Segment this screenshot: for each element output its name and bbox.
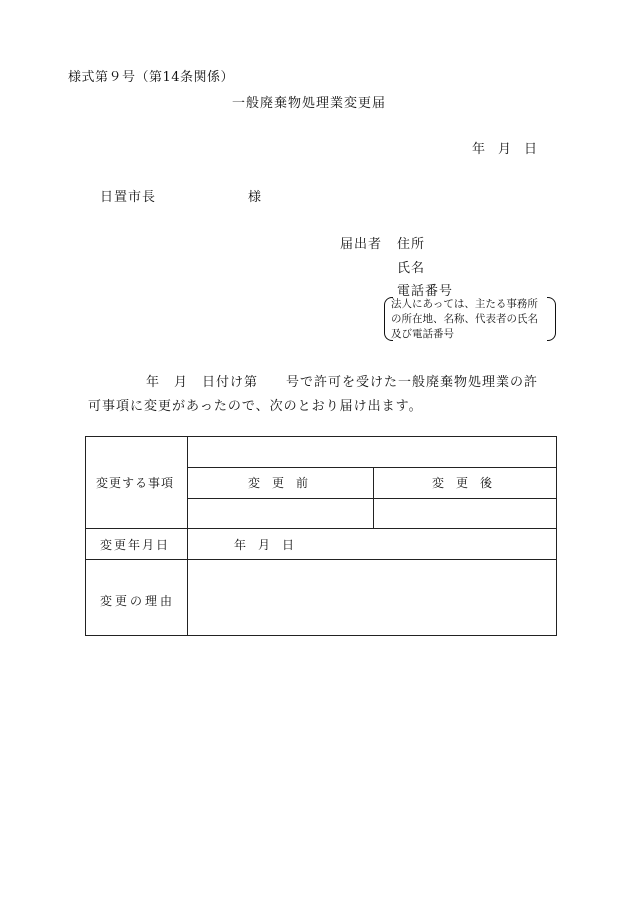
- change-table: [85, 436, 557, 636]
- notifier-label: 届出者: [340, 237, 383, 252]
- table-divider: [86, 528, 556, 529]
- corporate-note: [384, 297, 556, 341]
- name-label: 氏名: [397, 261, 426, 276]
- addressee-name: 日置市長: [100, 190, 157, 205]
- document-title: 一般廃棄物処理業変更届: [232, 96, 387, 111]
- right-bracket: [547, 297, 556, 341]
- corporate-note-line: 及び電話番号: [391, 328, 454, 340]
- table-divider: [86, 559, 556, 560]
- table-divider: [187, 467, 556, 468]
- body-text-line: 可事項に変更があったので、次のとおり届け出ます。: [88, 399, 423, 414]
- after-change-label: 変 更 後: [432, 476, 493, 490]
- change-reason-label: 変更の理由: [100, 594, 176, 608]
- address-label: 住所: [397, 237, 426, 252]
- submission-date: 年 月 日: [472, 142, 538, 157]
- phone-label: 電話番号: [397, 284, 454, 299]
- body-text-line: 年 月 日付け第 号で許可を受けた一般廃棄物処理業の許: [146, 375, 539, 390]
- before-change-label: 変 更 前: [248, 476, 309, 490]
- change-item-label: 変更する事項: [96, 476, 175, 490]
- corporate-note-line: の所在地、名称、代表者の氏名: [391, 313, 538, 325]
- table-divider: [187, 498, 556, 499]
- form-number: 様式第９号（第14条関係）: [68, 70, 235, 85]
- table-divider: [373, 467, 374, 528]
- change-date-label: 変更年月日: [100, 538, 171, 552]
- addressee-honorific: 様: [248, 190, 262, 205]
- change-date-value: 年 月 日: [234, 538, 295, 552]
- corporate-note-line: 法人にあっては、主たる事務所: [391, 298, 538, 310]
